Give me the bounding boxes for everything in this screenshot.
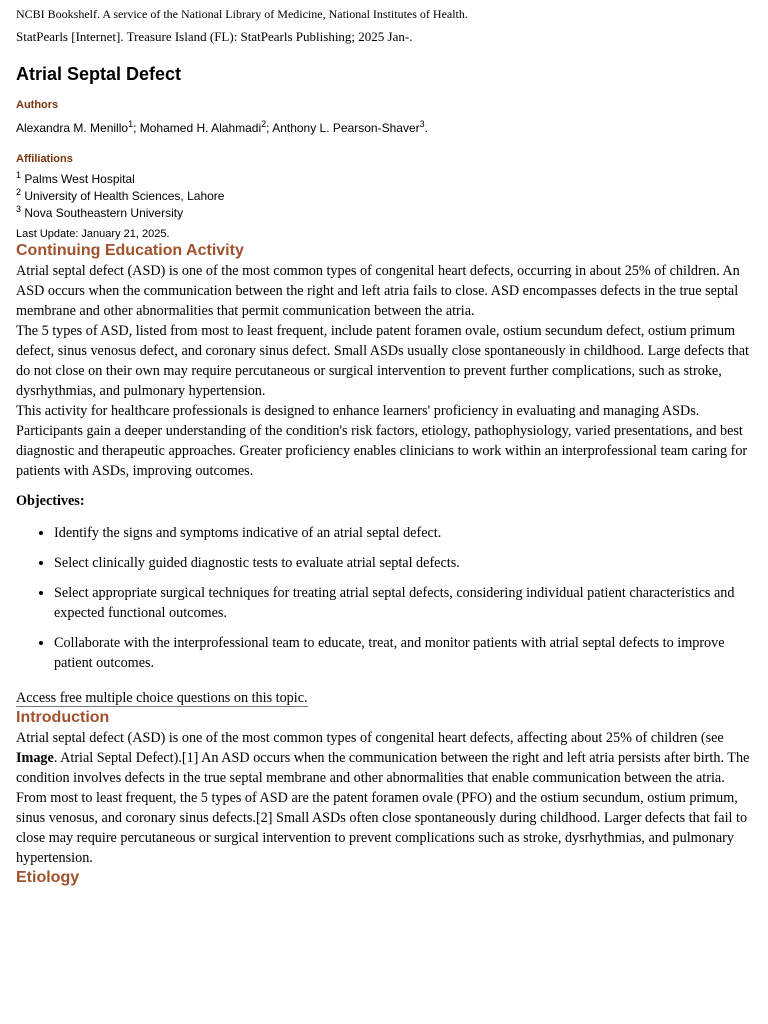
- affiliation-name: Nova Southeastern University: [24, 206, 184, 220]
- access-questions-block: [16, 688, 752, 708]
- objective-item: • Select clinically guided diagnostic tests to evaluate atrial septal defects.: [54, 553, 752, 573]
- publication-line: StatPearls [Internet]. Treasure Island (FL): StatPearls Publishing; 2025 Jan-.: [16, 29, 413, 44]
- section-heading-continuing-education: Continuing Education Activity: [16, 242, 244, 259]
- section-heading-introduction: Introduction: [16, 709, 110, 726]
- author-name[interactable]: Alexandra M. Menillo: [16, 121, 129, 135]
- author-list: [16, 120, 752, 136]
- objective-item: • Collaborate with the interprofessional team to educate, treat, and monitor patients with atrial septal defects to improve patient outcomes.: [54, 633, 752, 673]
- objective-item: • Select appropriate surgical techniques for treating atrial septal defects, considering individual patient characteristics and expected functional outcomes.: [54, 583, 752, 623]
- affiliation-name: Palms West Hospital: [24, 172, 135, 186]
- article-title: Atrial Septal Defect: [16, 64, 182, 84]
- ce-paragraph: The 5 types of ASD, listed from most to least frequent, include patent foramen ovale, ostium secundum defect, ostium primum defect, sinus venosus defect, and coronary sinus defect. Small ASDs usually close spontaneously in childhood. Large defects that do not close on their own may require percutaneous or surgical intervention to prevent further complications, such as stroke, dysrhythmias, and pulmonary hypertension.: [16, 323, 749, 399]
- author-name[interactable]: Mohamed H. Alahmadi: [139, 121, 262, 135]
- access-questions-link[interactable]: Access free multiple choice questions on this topic.: [16, 690, 308, 706]
- objectives-list: [16, 523, 752, 673]
- ce-paragraph: Atrial septal defect (ASD) is one of the most common types of congenital heart defects, occurring in about 25% of children. An ASD occurs when the communication between the right and left atria fails to close. ASD encompasses defects in the true septal membrane and other abnormalities that permit communication between the atria.: [16, 263, 740, 319]
- affiliation-item: [16, 205, 752, 222]
- intro-text-after: . Atrial Septal Defect).[1] An ASD occurs when the communication between the right and left atria persists after birth. The condition involves defects in the true septal membrane and other abnormalities that enable communication between the atria. From most to least frequent, the 5 types of ASD are the patent foramen ovale (PFO) and the ostium secundum, ostium primum, sinus venosus, and coronary sinus defects.[2] Small ASDs often close spontaneously during childhood. Larger defects that fail to close may require percutaneous or surgical intervention to prevent complications such as stroke, dysrhythmias, and pulmonary hypertension.: [16, 750, 750, 866]
- affiliation-number: 1: [16, 170, 22, 180]
- image-link[interactable]: Image: [16, 750, 54, 766]
- author-affiliation-ref[interactable]: 1: [128, 119, 134, 129]
- affiliation-item: [16, 171, 752, 188]
- affiliation-number: 3: [16, 204, 22, 214]
- objective-item: • Identify the signs and symptoms indicative of an atrial septal defect.: [54, 523, 752, 543]
- intro-paragraph: [16, 728, 752, 868]
- bookshelf-source-line: NCBI Bookshelf. A service of the National Library of Medicine, National Institutes of Health.: [16, 7, 468, 21]
- ce-paragraph: This activity for healthcare professionals is designed to enhance learners' proficiency in evaluating and managing ASDs. Participants gain a deeper understanding of the condition's risk factors, etiology, pathophysiology, varied presentations, and best diagnostic and therapeutic approaches. Greater proficiency enables clinicians to work within an interprofessional team caring for patients with ASDs, improving outcomes.: [16, 403, 748, 479]
- affiliation-number: 2: [16, 187, 22, 197]
- author-affiliation-ref[interactable]: 3: [419, 119, 425, 129]
- author-name[interactable]: Anthony L. Pearson-Shaver: [272, 121, 420, 135]
- section-heading-etiology: Etiology: [16, 869, 80, 886]
- author-affiliation-ref[interactable]: 2: [261, 119, 267, 129]
- affiliations-heading: Affiliations: [16, 153, 73, 165]
- objectives-label: Objectives:: [16, 493, 85, 509]
- last-update: Last Update: January 21, 2025.: [16, 228, 170, 240]
- affiliation-name: University of Health Sciences, Lahore: [24, 189, 225, 203]
- authors-heading: Authors: [16, 99, 59, 111]
- author-separator: ;: [133, 121, 140, 135]
- affiliation-list: [16, 171, 752, 222]
- author-separator: .: [424, 121, 428, 135]
- author-separator: ;: [266, 121, 273, 135]
- affiliation-item: [16, 188, 752, 205]
- intro-text-before: Atrial septal defect (ASD) is one of the most common types of congenital heart defects, affecting about 25% of children (see: [16, 730, 724, 746]
